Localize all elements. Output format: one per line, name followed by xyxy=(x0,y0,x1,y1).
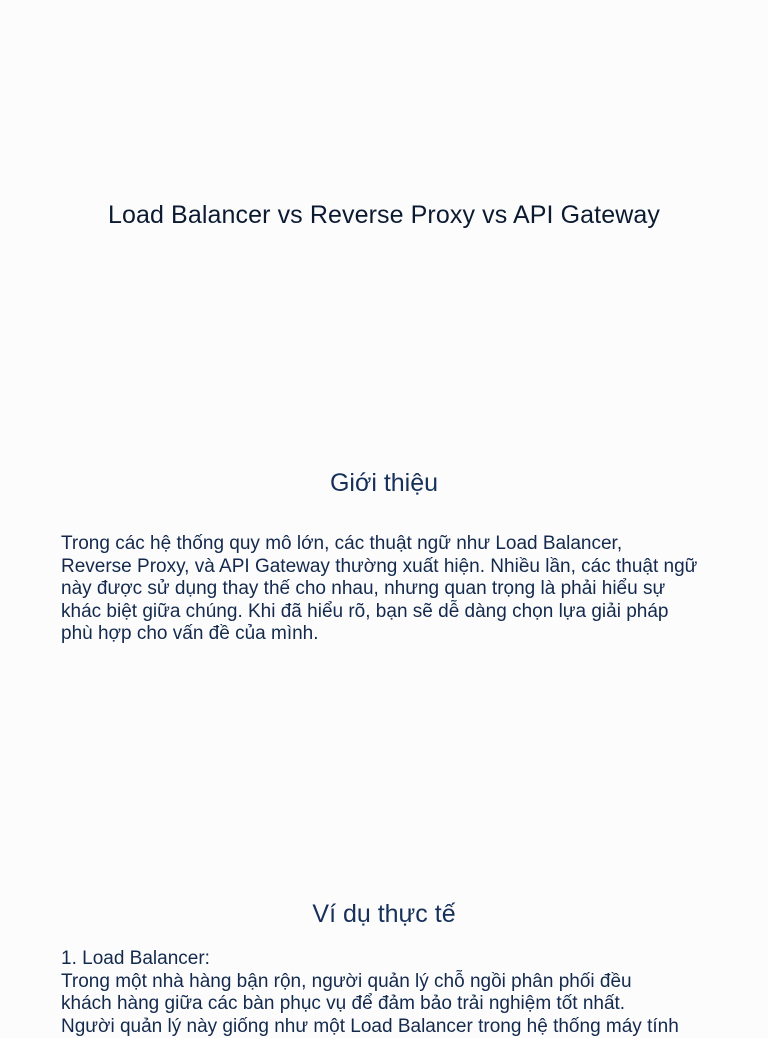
section-heading-intro: Giới thiệu xyxy=(0,466,768,500)
paragraph-line: Trong các hệ thống quy mô lớn, các thuật ngữ như Load Balancer, xyxy=(61,533,721,556)
paragraph-line: phù hợp cho vấn đề của mình. xyxy=(61,623,721,646)
paragraph-line: Người quản lý này giống như một Load Balancer trong hệ thống máy tính xyxy=(61,1016,721,1038)
paragraph-line: Reverse Proxy, và API Gateway thường xuất hiện. Nhiều lần, các thuật ngữ xyxy=(61,556,721,579)
paragraph-line: khác biệt giữa chúng. Khi đã hiểu rõ, bạn sẽ dễ dàng chọn lựa giải pháp xyxy=(61,601,721,624)
paragraph-line: này được sử dụng thay thế cho nhau, nhưng quan trọng là phải hiểu sự xyxy=(61,578,721,601)
paragraph-line: khách hàng giữa các bàn phục vụ để đảm bảo trải nghiệm tốt nhất. xyxy=(61,993,721,1016)
intro-paragraph xyxy=(61,533,721,646)
section-heading-example: Ví dụ thực tế xyxy=(0,897,768,931)
document-title: Load Balancer vs Reverse Proxy vs API Gateway xyxy=(0,198,768,232)
paragraph-line: Trong một nhà hàng bận rộn, người quản lý chỗ ngồi phân phối đều xyxy=(61,971,721,994)
example-paragraph xyxy=(61,948,721,1038)
paragraph-line: 1. Load Balancer: xyxy=(61,948,721,971)
